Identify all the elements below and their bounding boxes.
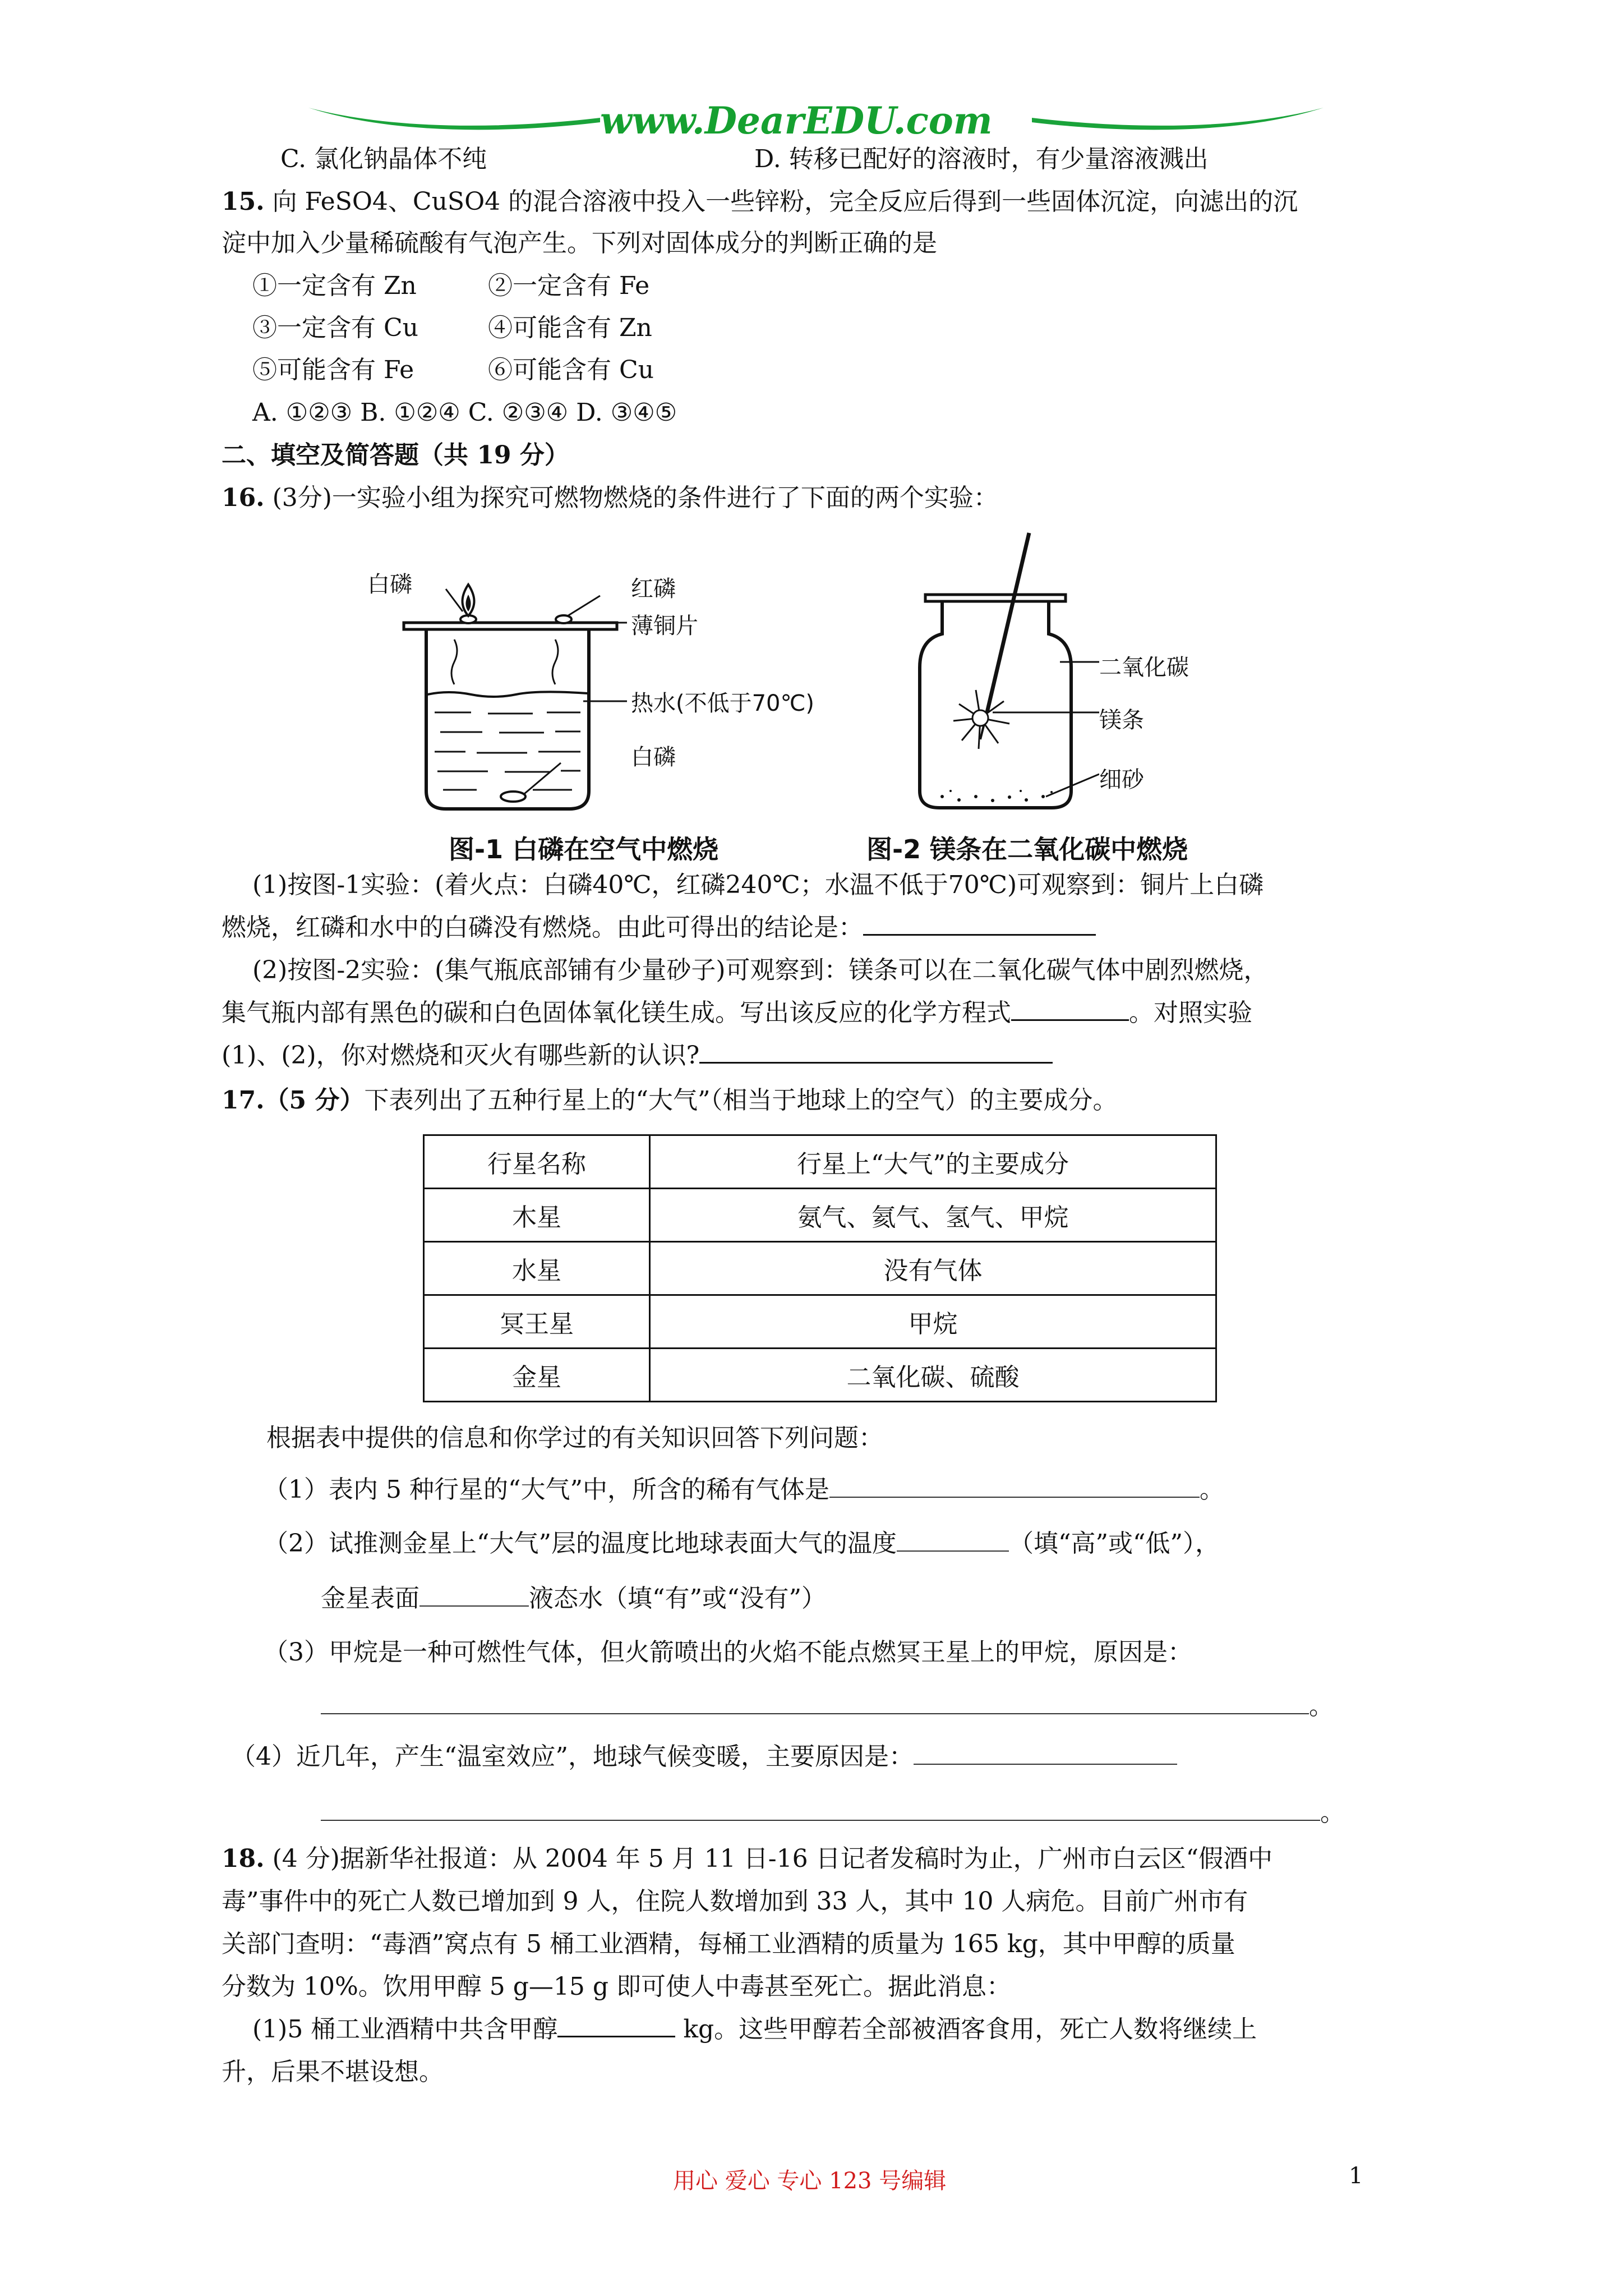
- fig1-label-white-phosphorus-bottom: 白磷: [631, 744, 676, 770]
- q15-statement-2: ②一定含有 Fe: [488, 272, 650, 300]
- table-header-composition: 行星上“大气”的主要成分: [650, 1135, 1216, 1189]
- q17-sub2-line2: [321, 1586, 826, 1611]
- q16-part2-line1: (2)按图-2实验：(集气瓶底部铺有少量砂子)可观察到：镁条可以在二氧化碳气体中剧烈燃烧，: [252, 956, 1269, 984]
- q18-answer-blank-1[interactable]: [557, 2033, 675, 2037]
- q15-line1: [222, 187, 1298, 216]
- q17-sub2-text-c: 金星表面: [321, 1584, 419, 1613]
- q18-part1-text-b: kg。这些甲醇若全部被酒客食用，死亡人数将继续上: [683, 2015, 1257, 2044]
- q16-answer-blank-1[interactable]: [863, 932, 1096, 936]
- figure-2-gas-jar: [909, 527, 1099, 819]
- q16-answer-blank-3[interactable]: [699, 1060, 1053, 1064]
- q17-sub2-text-d: 液态水（填“有”或“没有”）: [529, 1584, 826, 1613]
- q17-intro-text: 下表列出了五种行星上的“大气”（相当于地球上的空气）的主要成分。: [364, 1086, 1118, 1115]
- table-cell-planet: 木星: [424, 1189, 650, 1242]
- table-row: [424, 1189, 1216, 1242]
- q17-sub3-answer-line: [321, 1694, 1334, 1719]
- table-cell-composition: 氨气、氦气、氢气、甲烷: [650, 1189, 1216, 1242]
- q17-intro: [222, 1088, 1118, 1113]
- q17-sub4-answer-line: [321, 1798, 1345, 1827]
- q16-part2-line3: [222, 1043, 1053, 1068]
- q17-lead: 根据表中提供的信息和你学过的有关知识回答下列问题：: [266, 1424, 883, 1452]
- header-swoosh-left: [308, 102, 600, 136]
- table-row: [424, 1349, 1216, 1402]
- q18-text-1: (4 分)据新华社报道：从 2004 年 5 月 11 日-16 日记者发稿时为止，广州市白云区“假酒中: [272, 1844, 1273, 1873]
- fig1-label-copper: 薄铜片: [631, 613, 698, 639]
- table-row: [424, 1295, 1216, 1349]
- q15-line2: 淀中加入少量稀硫酸有气泡产生。下列对固体成分的判断正确的是: [222, 229, 937, 257]
- q18-part1-text-a: (1)5 桶工业酒精中共含甲醇: [252, 2015, 558, 2044]
- q17-sub4-end: 。: [1320, 1798, 1345, 1827]
- q17-sub3: （3）甲烷是一种可燃性气体，但火箭喷出的火焰不能点燃冥王星上的甲烷，原因是：: [264, 1638, 1192, 1667]
- q15-choices: A. ①②③ B. ①②④ C. ②③④ D. ③④⑤: [252, 398, 677, 427]
- fig2-caption: 图-2 镁条在二氧化碳中燃烧: [866, 834, 1188, 864]
- footer-text: 用心 爱心 专心 123 号编辑: [673, 2168, 947, 2194]
- q18-part1-line1: [252, 2017, 1257, 2042]
- table-cell-planet: 金星: [424, 1349, 650, 1402]
- q14-option-c: C. 氯化钠晶体不纯: [280, 145, 487, 173]
- q17-answer-blank-5[interactable]: [914, 1761, 1177, 1765]
- q18-line4: 分数为 10%。饮用甲醇 5 g—15 g 即可使人中毒甚至死亡。据此消息：: [222, 1972, 1012, 2001]
- fig1-label-red-phosphorus: 红磷: [631, 576, 676, 602]
- q16-intro-text: (3分)一实验小组为探究可燃物燃烧的条件进行了下面的两个实验：: [272, 484, 998, 512]
- table-cell-planet: 水星: [424, 1242, 650, 1295]
- q17-sub1-text: （1）表内 5 种行星的“大气”中，所含的稀有气体是: [264, 1475, 829, 1504]
- q17-answer-blank-6[interactable]: [321, 1818, 1320, 1821]
- figure-1-beaker: [393, 555, 628, 819]
- fig1-label-white-phosphorus-top: 白磷: [367, 572, 412, 597]
- q15-statement-4: ④可能含有 Zn: [488, 314, 652, 342]
- q16-part1-line1: (1)按图-1实验：(着火点：白磷40℃，红磷240℃；水温不低于70℃)可观察到：铜片上白磷: [252, 871, 1264, 899]
- q18-line1: [222, 1844, 1273, 1873]
- table-cell-composition: 二氧化碳、硫酸: [650, 1349, 1216, 1402]
- table-header-row: [424, 1135, 1216, 1189]
- table-header-planet: 行星名称: [424, 1135, 650, 1189]
- q16-part2-text-c: (1)、(2)，你对燃烧和灭火有哪些新的认识?: [222, 1041, 700, 1070]
- q17-sub3-end: 。: [1309, 1692, 1334, 1720]
- q16-part2-text-a: 集气瓶内部有黑色的碳和白色固体氧化镁生成。写出该反应的化学方程式: [222, 999, 1011, 1027]
- q18-line2: 毒”事件中的死亡人数已增加到 9 人，住院人数增加到 33 人，其中 10 人病危。目前广州市有: [222, 1887, 1248, 1916]
- fig2-label-co2: 二氧化碳: [1099, 655, 1189, 680]
- q16-answer-blank-2[interactable]: [1011, 1017, 1129, 1021]
- q16-intro: [222, 486, 998, 510]
- q15-statement-3: ③一定含有 Cu: [252, 314, 418, 342]
- footer-page-number: 1: [1349, 2163, 1363, 2189]
- q16-part2-line2: [222, 1001, 1252, 1025]
- table-row: [424, 1242, 1216, 1295]
- header-swoosh-right: [1032, 102, 1324, 136]
- q18-line3: 关部门查明：“毒酒”窝点有 5 桶工业酒精，每桶工业酒精的质量为 165 kg，其中甲醇的质量: [222, 1930, 1235, 1958]
- q16-part2-text-b: 。对照实验: [1129, 999, 1252, 1027]
- q17-answer-blank-2[interactable]: [897, 1548, 1009, 1552]
- q17-number: 17.: [222, 1086, 265, 1115]
- q17-sub2-line1: [264, 1531, 1220, 1556]
- q17-sub4: [231, 1742, 1177, 1771]
- planet-atmosphere-table: [423, 1134, 1217, 1402]
- fig1-caption: 图-1 白磷在空气中燃烧: [449, 834, 719, 864]
- q17-answer-blank-4[interactable]: [321, 1711, 1309, 1714]
- q15-statement-5: ⑤可能含有 Fe: [252, 356, 414, 384]
- table-cell-composition: 甲烷: [650, 1295, 1216, 1349]
- table-cell-planet: 冥王星: [424, 1295, 650, 1349]
- q18-part1-line2: 升，后果不堪设想。: [222, 2058, 444, 2086]
- q15-number: 15.: [222, 187, 265, 216]
- q17-answer-blank-1[interactable]: [829, 1494, 1200, 1498]
- table-cell-composition: 没有气体: [650, 1242, 1216, 1295]
- q17-answer-blank-3[interactable]: [419, 1603, 529, 1607]
- q17-sub1-end: 。: [1199, 1475, 1224, 1504]
- q16-part1-line2: [222, 915, 1096, 940]
- q15-statement-1: ①一定含有 Zn: [252, 272, 417, 300]
- header-brand[interactable]: www.DearEDU.com: [600, 99, 993, 142]
- fig1-label-hot-water: 热水(不低于70℃): [631, 691, 815, 716]
- q16-part1-text: 燃烧，红磷和水中的白磷没有燃烧。由此可得出的结论是：: [222, 913, 863, 942]
- q15-statement-6: ⑥可能含有 Cu: [488, 356, 654, 384]
- section2-title: 二、填空及简答题（共 19 分）: [222, 441, 569, 470]
- q15-text-1: 向 FeSO4、CuSO4 的混合溶液中投入一些锌粉，完全反应后得到一些固体沉淀，向滤出的沉: [272, 187, 1298, 216]
- q17-sub4-text: （4）近几年，产生“温室效应”，地球气候变暖，主要原因是：: [231, 1742, 914, 1771]
- q17-sub1: [264, 1475, 1224, 1504]
- q17-sub2-text-b: （填“高”或“低”），: [1008, 1529, 1220, 1558]
- q16-number: 16.: [222, 484, 265, 512]
- q17-sub2-text-a: （2）试推测金星上“大气”层的温度比地球表面大气的温度: [264, 1529, 897, 1558]
- q18-number: 18.: [222, 1844, 265, 1873]
- q14-option-d: D. 转移已配好的溶液时，有少量溶液溅出: [754, 145, 1209, 173]
- fig2-label-mg: 镁条: [1099, 707, 1144, 733]
- fig2-label-sand: 细砂: [1099, 767, 1144, 793]
- q17-points: （5 分）: [264, 1086, 365, 1115]
